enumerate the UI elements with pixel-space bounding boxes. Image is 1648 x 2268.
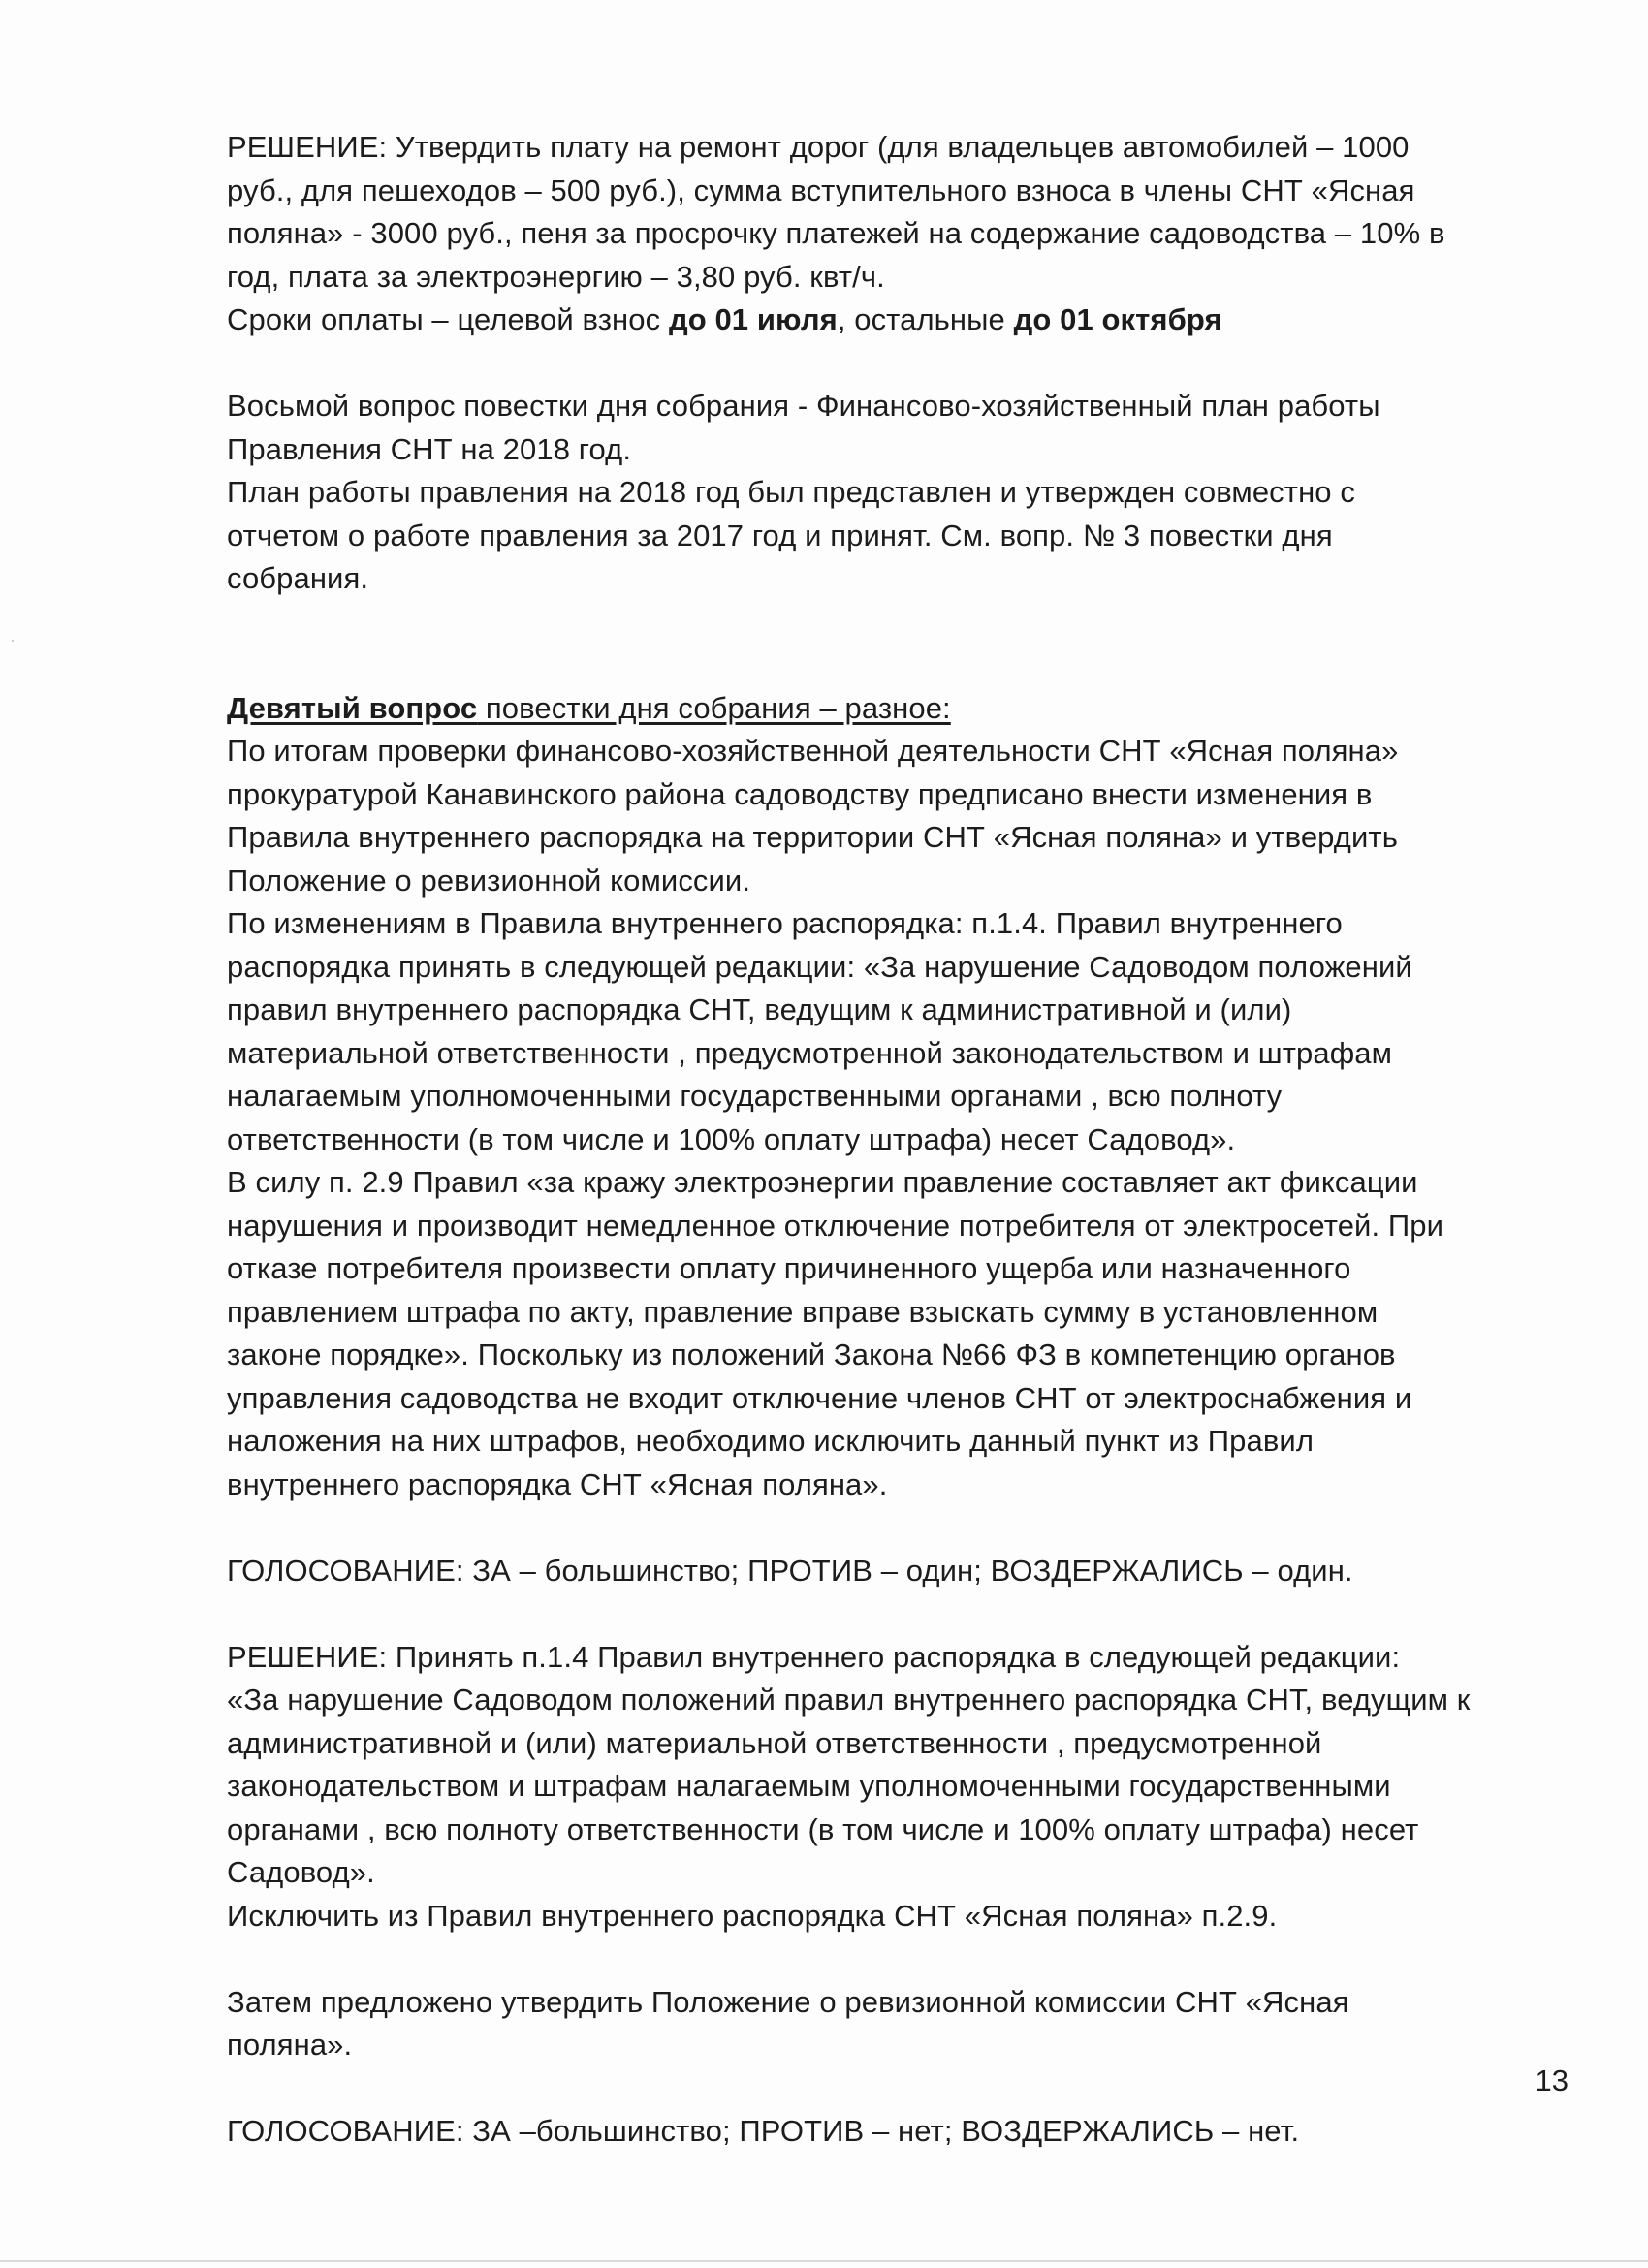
question9-line: материальной ответственности , предусмотренной законодательством и штрафам (227, 1035, 1393, 1070)
question8-line: Правления СНТ на 2018 год. (227, 431, 632, 466)
question9-line: Правила внутреннего распорядка на территории СНТ «Ясная поляна» и утвердить (227, 820, 1398, 854)
question9-line: распорядка принять в следующей редакции: «За нарушение Садоводом положений (227, 949, 1412, 984)
decision-line: поляна» - 3000 руб., пеня за просрочку платежей на содержание садоводства – 10% в (227, 216, 1445, 250)
decision-line: год, плата за электроэнергию – 3,80 руб. квт/ч. (227, 259, 885, 294)
question9-line: правлением штрафа по акту, правление вправе взыскать сумму в установленном (227, 1294, 1379, 1329)
question9-line: наложения на них штрафов, необходимо исключить данный пункт из Правил (227, 1424, 1315, 1458)
decision9-line: РЕШЕНИЕ: Принять п.1.4 Правил внутреннего распорядка в следующей редакции: (227, 1639, 1401, 1674)
decision9-line: органами , всю полноту ответственности (в том числе и 100% оплату штрафа) несет (227, 1811, 1419, 1846)
question8-line: План работы правления на 2018 год был представлен и утвержден совместно с (227, 475, 1355, 509)
decision9-line: Исключить из Правил внутреннего распорядка СНТ «Ясная поляна» п.2.9. (227, 1898, 1278, 1933)
question9-line: правил внутреннего распорядка СНТ, ведущим к административной и (или) (227, 992, 1292, 1026)
decision-label: РЕШЕНИЕ: (227, 130, 388, 164)
decision9-line: Садовод». (227, 1855, 375, 1889)
question9-line: отказе потребителя произвести оплату причиненного ущерба или назначенного (227, 1251, 1351, 1285)
target-fee-deadline: до 01 июля (668, 302, 838, 336)
question9-line: законе порядке». Поскольку из положений Закона №66 ФЗ в компетенцию органов (227, 1338, 1396, 1371)
decision9-line: административной и (или) материальной ответственности , предусмотренной (227, 1725, 1322, 1760)
decision9-line: законодательством и штрафам налагаемым уполномоченными государственными (227, 1769, 1391, 1803)
question9-line: ответственности (в том числе и 100% оплату штрафа) несет Садовод». (227, 1121, 1236, 1156)
question9-line: прокуратурой Канавинского района садоводству предписано внести изменения в (227, 776, 1373, 811)
question9-line: По изменениям в Правила внутреннего распорядка: п.1.4. Правил внутреннего (227, 906, 1343, 940)
question9-line: По итогам проверки финансово-хозяйственной деятельности СНТ «Ясная поляна» (227, 734, 1399, 768)
page-number: 13 (1535, 2063, 1569, 2097)
decision9-line: «За нарушение Садоводом положений правил внутреннего распорядка СНТ, ведущим к (227, 1683, 1471, 1717)
question9-heading: Девятый вопрос повестки дня собрания – разное: (227, 690, 951, 725)
other-fees-deadline: до 01 октября (1013, 302, 1222, 336)
question9-line: нарушения и производит немедленное отключение потребителя от электросетей. При (227, 1208, 1444, 1243)
decision-line: руб., для пешеходов – 500 руб.), сумма вступительного взноса в члены СНТ «Ясная (227, 173, 1415, 207)
question9-line: В силу п. 2.9 Правил «за кражу электроэнергии правление составляет акт фиксации (227, 1165, 1418, 1199)
question8-line: Восьмой вопрос повестки дня собрания - Финансово-хозяйственный план работы (227, 389, 1380, 423)
question8-line: отчетом о работе правления за 2017 год и принят. См. вопр. № 3 повестки дня (227, 518, 1333, 552)
document-body (227, 126, 1584, 2154)
proposal-line: поляна». (227, 2028, 353, 2062)
question9-line: внутреннего распорядка СНТ «Ясная поляна». (227, 1466, 888, 1501)
question8-line: собрания. (227, 561, 369, 595)
decision-line: РЕШЕНИЕ: Утвердить плату на ремонт дорог (для владельцев автомобилей – 1000 (227, 130, 1410, 164)
vote-result-1: ГОЛОСОВАНИЕ: ЗА – большинство; ПРОТИВ – один; ВОЗДЕРЖАЛИСЬ – один. (227, 1553, 1353, 1588)
question9-line: налагаемым уполномоченными государственными органами , всю полноту (227, 1079, 1283, 1113)
scan-speck (12, 640, 14, 642)
payment-terms: Сроки оплаты – целевой взнос до 01 июля, остальные до 01 октября (227, 302, 1222, 336)
vote-result-2: ГОЛОСОВАНИЕ: ЗА –большинство; ПРОТИВ – нет; ВОЗДЕРЖАЛИСЬ – нет. (227, 2114, 1300, 2148)
question9-line: Положение о ревизионной комиссии. (227, 863, 751, 898)
proposal-line: Затем предложено утвердить Положение о ревизионной комиссии СНТ «Ясная (227, 1984, 1349, 2019)
question9-line: управления садоводства не входит отключение членов СНТ от электроснабжения и (227, 1380, 1412, 1415)
scan-edge (0, 2260, 1648, 2262)
